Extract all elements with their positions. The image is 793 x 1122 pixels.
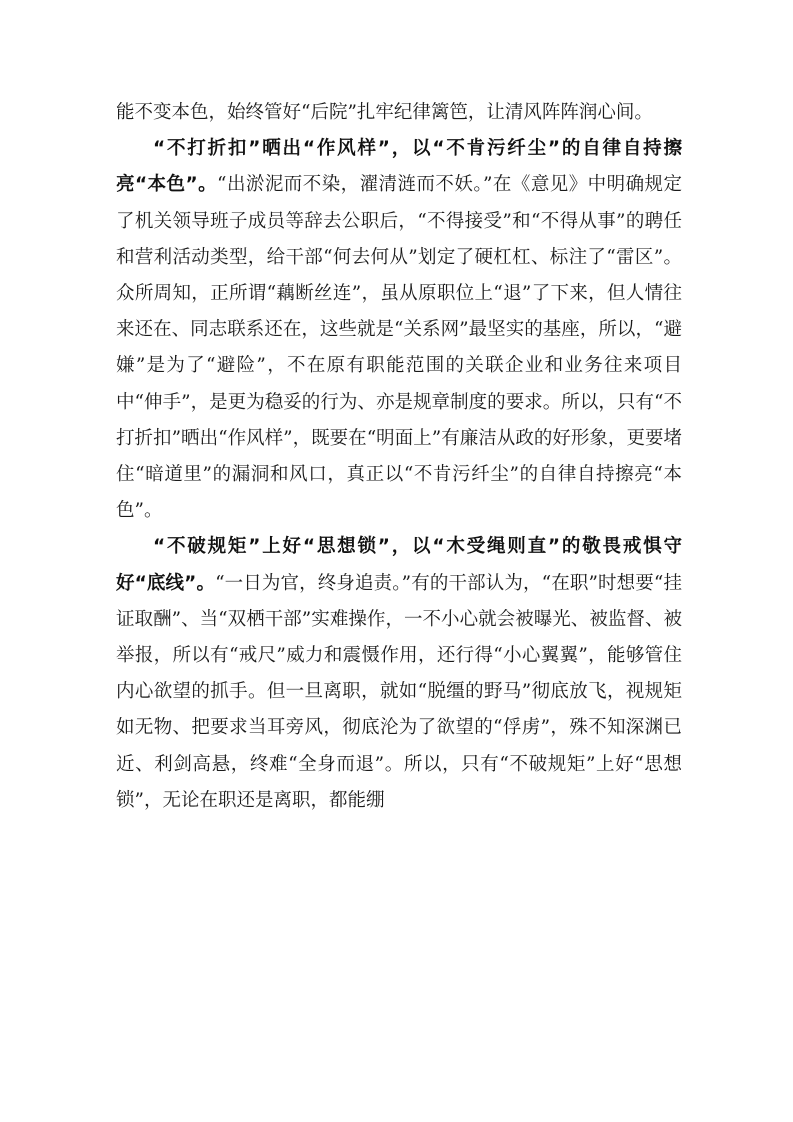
paragraph-style-color [116, 131, 682, 529]
paragraph-continuation [116, 95, 682, 131]
paragraph-lead-heading: “不破规矩”上好“思想锁”，以“木受绳则直”的敬畏戒惧守好“底线”。 [116, 536, 682, 594]
paragraph-rules-bottomline [116, 529, 682, 819]
paragraph-text: “一日为官，终身追责。”有的干部认为，“在职”时想要“挂证取酬”、当“双栖干部”实难操作，一不小心就会被曝光、被监督、被举报，所以有“戒尺”威力和震慑作用，还行得“小心翼翼”，能够管住内心欲望的抓手。但一旦离职，就如“脱缰的野马”彻底放飞，视规矩如无物、把要求当耳旁风，彻底沦为了欲望的“俘虏”，殊不知深渊已近、利剑高悬，终难“全身而退”。所以，只有“不破规矩”上好“思想锁”，无论在职还是离职，都能绷 [116, 572, 682, 811]
document-body [116, 95, 682, 819]
paragraph-text: 能不变本色，始终管好“后院”扎牢纪律篱笆，让清风阵阵润心间。 [116, 102, 653, 123]
paragraph-text: “出淤泥而不染，濯清涟而不妖。”在《意见》中明确规定了机关领导班子成员等辞去公职后，“不得接受”和“不得从事”的聘任和营利活动类型，给干部“何去何从”划定了硬杠杠、标注了“雷区”。众所周知，正所谓“藕断丝连”，虽从原职位上“退”了下来，但人情往来还在、同志联系还在，这些就是“关系网”最坚实的基座，所以，“避嫌”是为了“避险”，不在原有职能范围的关联企业和业务往来项目中“伸手”，是更为稳妥的行为、亦是规章制度的要求。所以，只有“不打折扣”晒出“作风样”，既要在“明面上”有廉洁从政的好形象，更要堵住“暗道里”的漏洞和风口，真正以“不肯污纤尘”的自律自持擦亮“本色”。 [116, 174, 682, 522]
paragraph-lead-heading: “不打折扣”晒出“作风样”，以“不肯污纤尘”的自律自持擦亮“本色”。 [116, 138, 682, 196]
